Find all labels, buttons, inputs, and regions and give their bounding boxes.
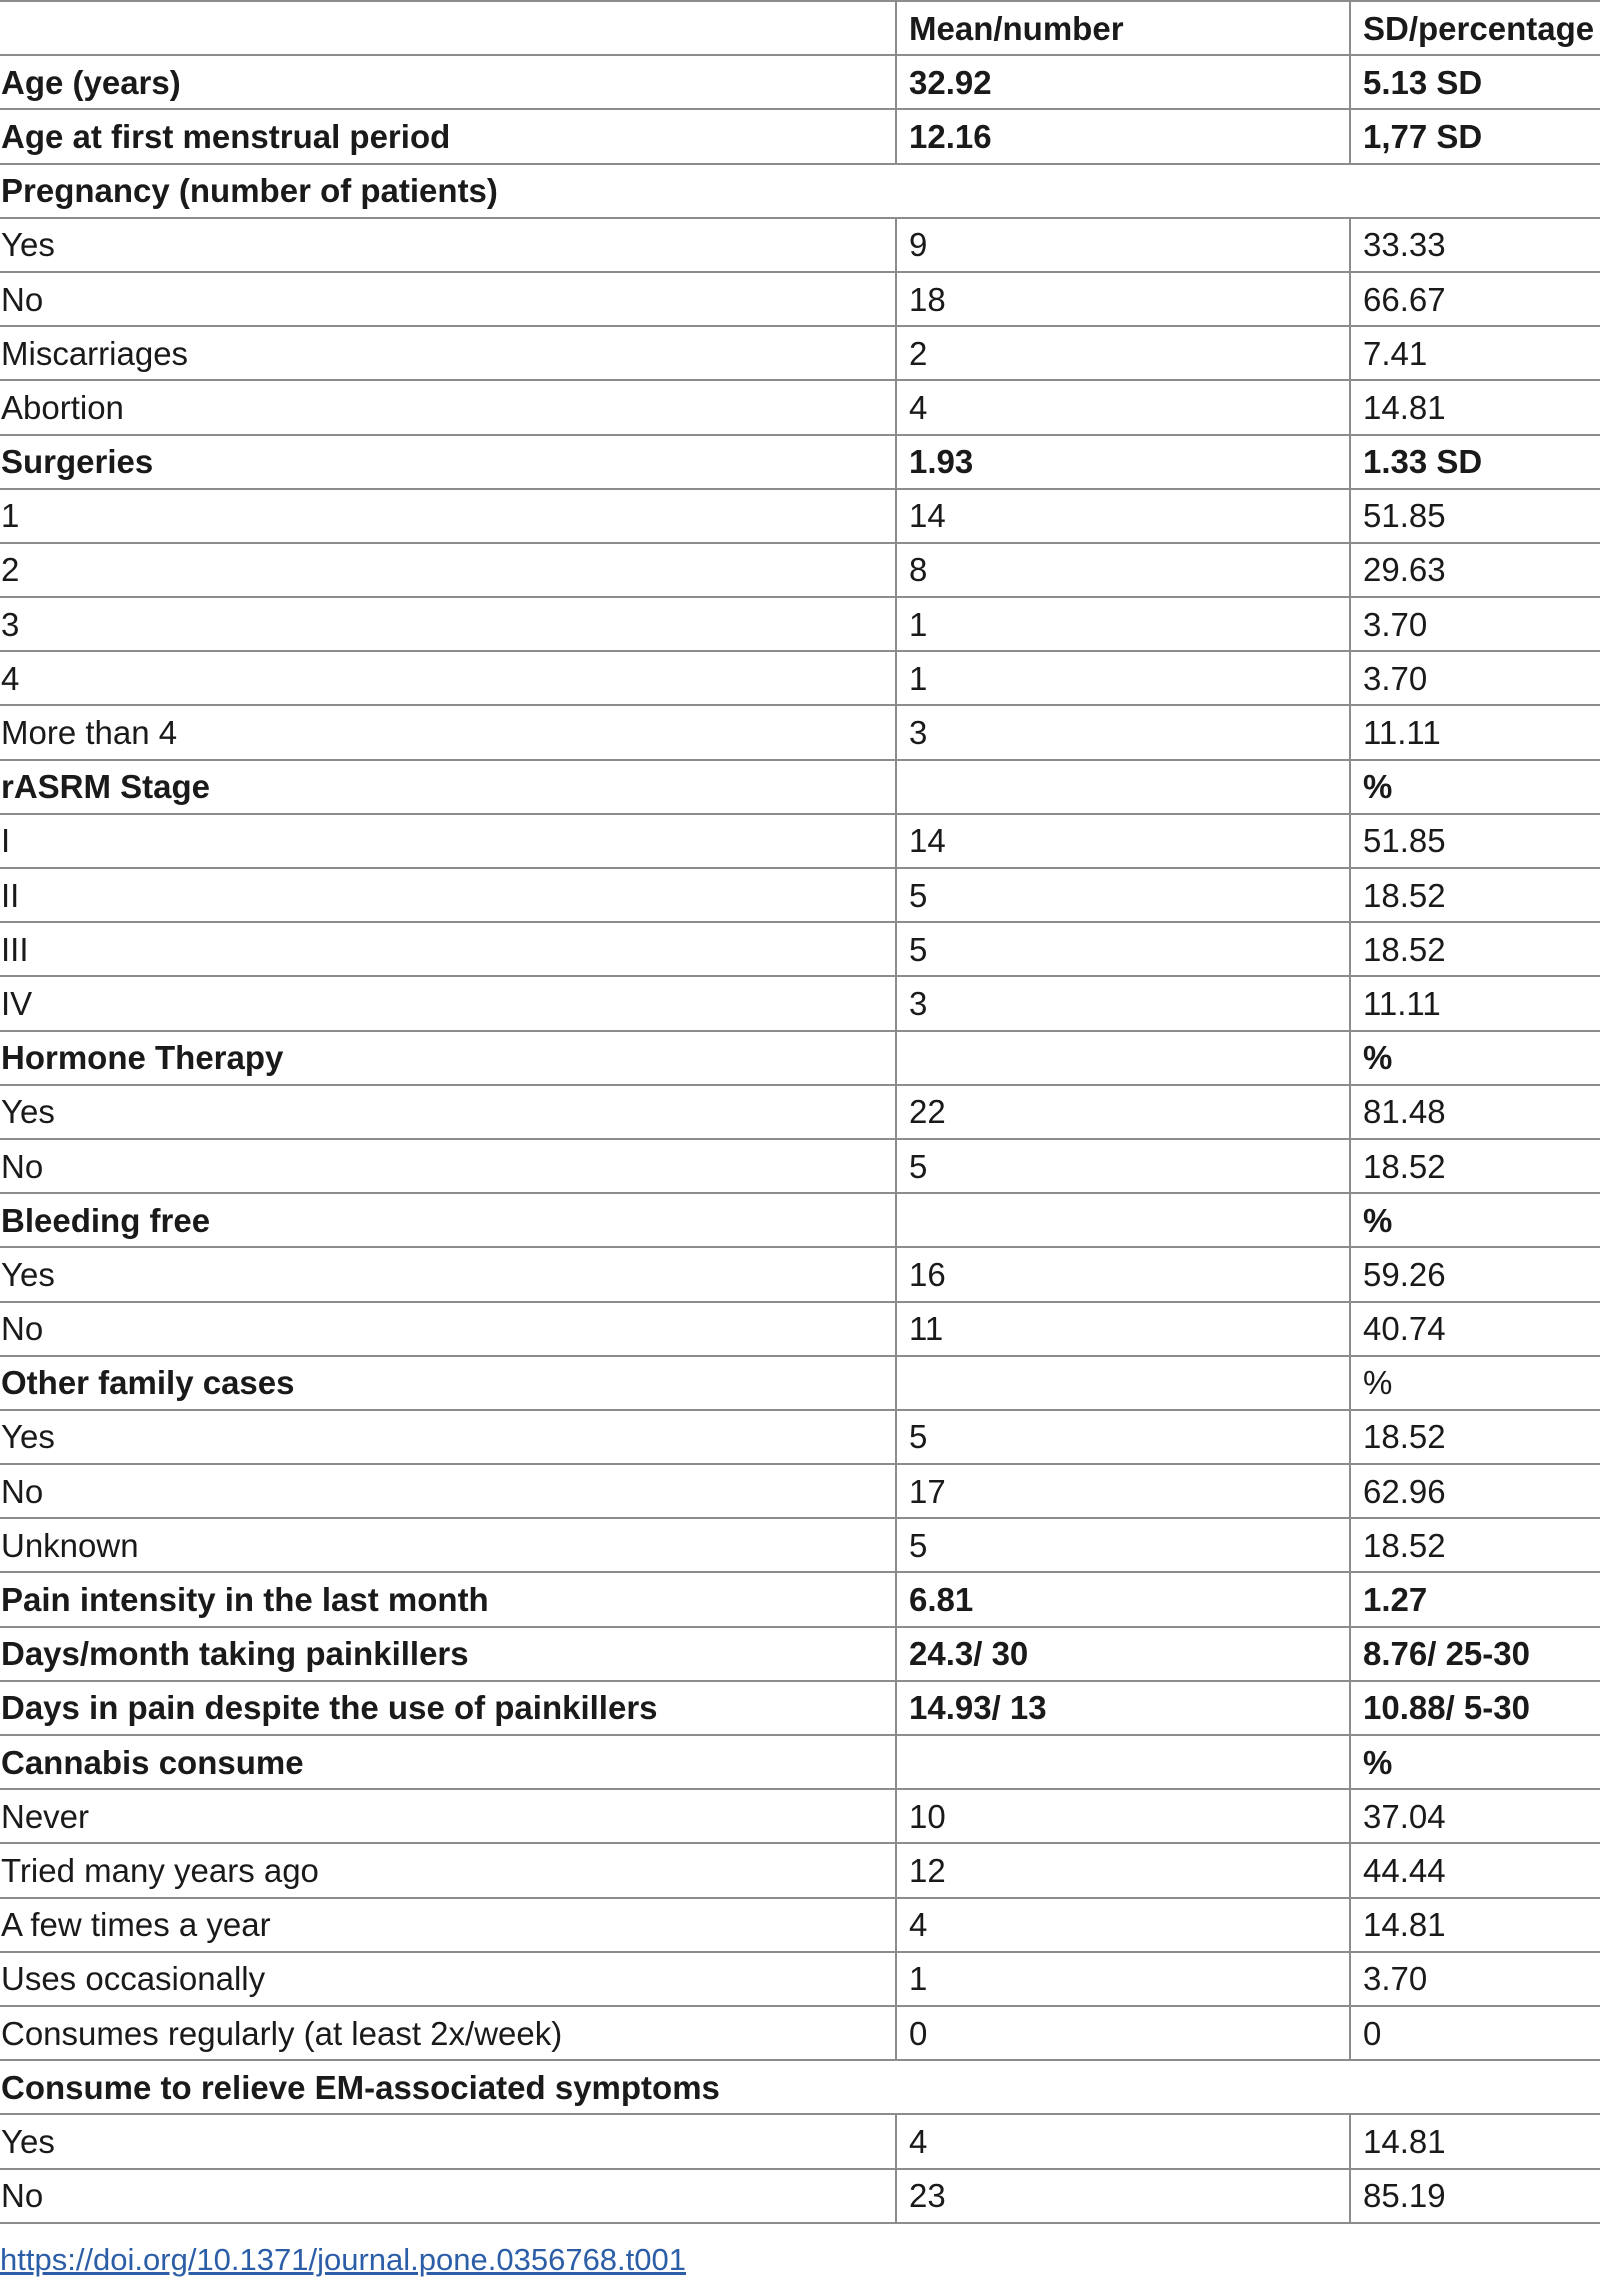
table-row [0, 1518, 1600, 1572]
row-sd-percentage: 1,77 SD [1350, 109, 1600, 163]
row-sd-percentage: 18.52 [1350, 1518, 1600, 1572]
row-mean-number [896, 1193, 1350, 1247]
row-mean-number: 5 [896, 1410, 1350, 1464]
table-row [0, 597, 1600, 651]
table-row [0, 543, 1600, 597]
table-header-row [0, 1, 1600, 55]
table-row [0, 435, 1600, 489]
row-label: No [0, 272, 896, 326]
row-label: No [0, 1302, 896, 1356]
row-label: Yes [0, 2114, 896, 2168]
table-row [0, 380, 1600, 434]
row-mean-number: 14 [896, 814, 1350, 868]
row-label: No [0, 1139, 896, 1193]
row-mean-number: 5 [896, 922, 1350, 976]
row-mean-number: 17 [896, 1464, 1350, 1518]
row-mean-number: 23 [896, 2169, 1350, 2223]
table-row [0, 760, 1600, 814]
row-mean-number [896, 1356, 1350, 1410]
row-mean-number: 5 [896, 1518, 1350, 1572]
row-sd-percentage: 10.88/ 5-30 [1350, 1681, 1600, 1735]
row-sd-percentage: 1.27 [1350, 1572, 1600, 1626]
row-mean-number: 4 [896, 380, 1350, 434]
row-sd-percentage: 18.52 [1350, 868, 1600, 922]
row-label: A few times a year [0, 1898, 896, 1952]
row-sd-percentage: 51.85 [1350, 814, 1600, 868]
row-mean-number: 14.93/ 13 [896, 1681, 1350, 1735]
table-row [0, 272, 1600, 326]
table-row [0, 1085, 1600, 1139]
table-row [0, 868, 1600, 922]
row-label: II [0, 868, 896, 922]
row-sd-percentage: 8.76/ 25-30 [1350, 1627, 1600, 1681]
row-sd-percentage: 14.81 [1350, 380, 1600, 434]
row-sd-percentage: 37.04 [1350, 1789, 1600, 1843]
table-body [0, 1, 1600, 2223]
row-label: Surgeries [0, 435, 896, 489]
row-mean-number [896, 1735, 1350, 1789]
table-row [0, 2060, 1600, 2114]
row-sd-percentage: 11.11 [1350, 976, 1600, 1030]
row-mean-number: 1 [896, 651, 1350, 705]
row-label: More than 4 [0, 705, 896, 759]
table-row [0, 1681, 1600, 1735]
row-label: Abortion [0, 380, 896, 434]
row-mean-number: 2 [896, 326, 1350, 380]
table-row [0, 2006, 1600, 2060]
row-label: Other family cases [0, 1356, 896, 1410]
table-row [0, 1952, 1600, 2006]
row-sd-percentage: 51.85 [1350, 489, 1600, 543]
row-mean-number: 12 [896, 1843, 1350, 1897]
row-mean-number: 5 [896, 1139, 1350, 1193]
row-sd-percentage: 59.26 [1350, 1247, 1600, 1301]
header-cell-mean-number: Mean/number [896, 1, 1350, 55]
row-mean-number: 3 [896, 976, 1350, 1030]
table-row [0, 1139, 1600, 1193]
table-row [0, 1843, 1600, 1897]
row-sd-percentage: % [1350, 1031, 1600, 1085]
table-row [0, 1410, 1600, 1464]
row-sd-percentage: 81.48 [1350, 1085, 1600, 1139]
row-mean-number: 10 [896, 1789, 1350, 1843]
row-mean-number: 4 [896, 2114, 1350, 2168]
row-label: Consumes regularly (at least 2x/week) [0, 2006, 896, 2060]
row-sd-percentage: 62.96 [1350, 1464, 1600, 1518]
row-sd-percentage: 66.67 [1350, 272, 1600, 326]
row-label: Uses occasionally [0, 1952, 896, 2006]
row-label: Miscarriages [0, 326, 896, 380]
row-mean-number: 16 [896, 1247, 1350, 1301]
row-sd-percentage: % [1350, 1356, 1600, 1410]
row-sd-percentage: 18.52 [1350, 1139, 1600, 1193]
row-section-label: Pregnancy (number of patients) [0, 164, 1600, 218]
row-mean-number: 4 [896, 1898, 1350, 1952]
row-sd-percentage: 3.70 [1350, 1952, 1600, 2006]
row-mean-number: 24.3/ 30 [896, 1627, 1350, 1681]
row-mean-number: 1 [896, 1952, 1350, 2006]
row-label: Pain intensity in the last month [0, 1572, 896, 1626]
row-label: 2 [0, 543, 896, 597]
row-sd-percentage: 29.63 [1350, 543, 1600, 597]
table-row [0, 2169, 1600, 2223]
row-sd-percentage: 3.70 [1350, 597, 1600, 651]
table-row [0, 1356, 1600, 1410]
table-row [0, 1031, 1600, 1085]
row-mean-number: 22 [896, 1085, 1350, 1139]
row-label: Age (years) [0, 55, 896, 109]
table-row [0, 1627, 1600, 1681]
row-label: Never [0, 1789, 896, 1843]
row-label: IV [0, 976, 896, 1030]
row-mean-number [896, 1031, 1350, 1085]
row-label: I [0, 814, 896, 868]
doi-link[interactable]: https://doi.org/10.1371/journal.pone.0356768.t001 [0, 2242, 686, 2277]
row-sd-percentage: 11.11 [1350, 705, 1600, 759]
row-sd-percentage: 44.44 [1350, 1843, 1600, 1897]
row-section-label: Consume to relieve EM-associated symptoms [0, 2060, 1600, 2114]
row-mean-number: 6.81 [896, 1572, 1350, 1626]
row-mean-number: 0 [896, 2006, 1350, 2060]
table-row [0, 489, 1600, 543]
row-mean-number: 14 [896, 489, 1350, 543]
row-label: Tried many years ago [0, 1843, 896, 1897]
row-mean-number: 8 [896, 543, 1350, 597]
row-sd-percentage: % [1350, 760, 1600, 814]
row-label: Days/month taking painkillers [0, 1627, 896, 1681]
table-row [0, 1735, 1600, 1789]
table-row [0, 326, 1600, 380]
header-cell-label [0, 1, 896, 55]
table-row [0, 1247, 1600, 1301]
table-row [0, 1789, 1600, 1843]
row-label: Days in pain despite the use of painkillers [0, 1681, 896, 1735]
row-label: III [0, 922, 896, 976]
row-sd-percentage: 14.81 [1350, 2114, 1600, 2168]
row-mean-number: 11 [896, 1302, 1350, 1356]
row-mean-number: 18 [896, 272, 1350, 326]
row-label: Yes [0, 218, 896, 272]
row-label: Unknown [0, 1518, 896, 1572]
row-label: Cannabis consume [0, 1735, 896, 1789]
row-label: Yes [0, 1085, 896, 1139]
row-sd-percentage: 3.70 [1350, 651, 1600, 705]
table-row [0, 976, 1600, 1030]
row-mean-number: 12.16 [896, 109, 1350, 163]
row-label: Age at first menstrual period [0, 109, 896, 163]
row-sd-percentage: % [1350, 1735, 1600, 1789]
row-mean-number [896, 760, 1350, 814]
header-cell-sd-percentage: SD/percentage [1350, 1, 1600, 55]
row-sd-percentage: % [1350, 1193, 1600, 1247]
row-mean-number: 1 [896, 597, 1350, 651]
row-sd-percentage: 18.52 [1350, 922, 1600, 976]
row-mean-number: 5 [896, 868, 1350, 922]
row-mean-number: 3 [896, 705, 1350, 759]
table-row [0, 1464, 1600, 1518]
table-row [0, 922, 1600, 976]
table-row [0, 55, 1600, 109]
row-label: Yes [0, 1410, 896, 1464]
table-row [0, 1193, 1600, 1247]
table-row [0, 1898, 1600, 1952]
row-sd-percentage: 1.33 SD [1350, 435, 1600, 489]
row-sd-percentage: 5.13 SD [1350, 55, 1600, 109]
row-mean-number: 9 [896, 218, 1350, 272]
row-label: 1 [0, 489, 896, 543]
row-sd-percentage: 0 [1350, 2006, 1600, 2060]
row-mean-number: 1.93 [896, 435, 1350, 489]
row-label: Hormone Therapy [0, 1031, 896, 1085]
row-label: rASRM Stage [0, 760, 896, 814]
row-sd-percentage: 14.81 [1350, 1898, 1600, 1952]
row-sd-percentage: 18.52 [1350, 1410, 1600, 1464]
row-mean-number: 32.92 [896, 55, 1350, 109]
row-sd-percentage: 33.33 [1350, 218, 1600, 272]
row-label: 4 [0, 651, 896, 705]
row-label: Bleeding free [0, 1193, 896, 1247]
table-row [0, 705, 1600, 759]
table-row [0, 218, 1600, 272]
table-row [0, 814, 1600, 868]
table-row [0, 1572, 1600, 1626]
row-sd-percentage: 40.74 [1350, 1302, 1600, 1356]
table-row [0, 1302, 1600, 1356]
row-sd-percentage: 7.41 [1350, 326, 1600, 380]
table-row [0, 2114, 1600, 2168]
row-label: 3 [0, 597, 896, 651]
table-row [0, 164, 1600, 218]
row-sd-percentage: 85.19 [1350, 2169, 1600, 2223]
table-row [0, 109, 1600, 163]
row-label: Yes [0, 1247, 896, 1301]
row-label: No [0, 1464, 896, 1518]
row-label: No [0, 2169, 896, 2223]
table-row [0, 651, 1600, 705]
